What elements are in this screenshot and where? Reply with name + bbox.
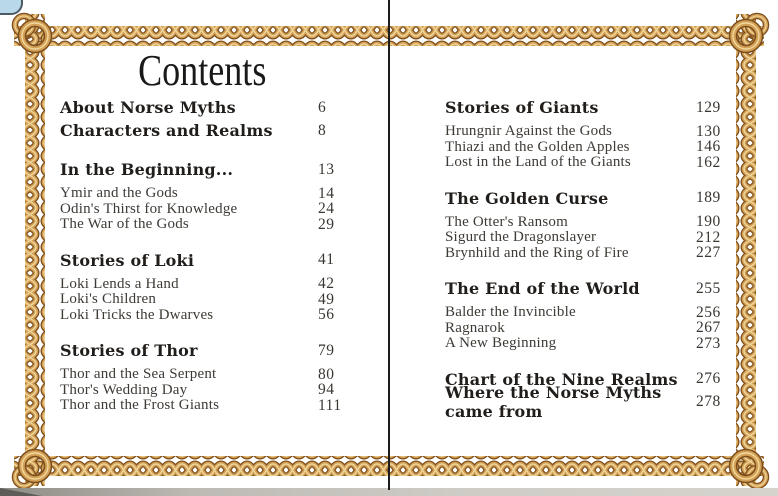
toc-page-number: 255 [696,279,721,297]
toc-row [60,277,350,293]
toc-entry-label: Loki's Children [60,291,157,308]
toc-entry-label: Thor and the Frost Giants [60,397,220,414]
toc-row [60,119,350,142]
toc-entry-label: Ymir and the Gods [60,185,178,202]
toc-entry-label: About Norse Myths [60,98,236,117]
toc-page-number: 190 [696,213,721,231]
toc-row [445,246,735,262]
toc-row [60,202,350,218]
toc-entry-label: Where the Norse Myths came from [445,383,662,421]
toc-page-number: 227 [696,244,721,262]
toc-entry-label: In the Beginning... [60,160,234,179]
toc-row [60,383,350,399]
toc-page-number: 80 [318,365,335,383]
toc-entry-label: The Otter's Ransom [445,213,568,230]
toc-entry-label: Stories of Loki [60,250,195,270]
toc-entry-label: Lost in the Land of the Giants [445,154,631,171]
toc-row [445,321,735,337]
toc-entry-label: Balder the Invincible [445,304,576,321]
toc-row [445,96,735,119]
toc-page-number: 41 [318,251,335,268]
toc-page-number: 56 [318,306,335,324]
toc-page-number: 79 [318,341,335,359]
toc-row [60,158,350,181]
toc-entry-label: Brynhild and the Ring of Fire [445,244,629,261]
right-page [389,0,778,496]
toc-entry-label: Ragnarok [445,319,505,336]
toc-row [60,308,350,324]
toc-entry-label: A New Beginning [445,335,557,352]
toc-row [60,292,350,308]
toc-entry-label: Thor's Wedding Day [60,381,188,398]
toc-page-number: 130 [696,122,721,140]
toc-row [60,217,350,233]
toc-row [445,277,735,300]
toc-row [445,305,735,321]
contents-title [60,46,345,95]
toc-entry-label: Loki Tricks the Dwarves [60,306,214,323]
toc-page-number: 162 [696,153,721,171]
toc-row [445,230,735,246]
toc-row [60,249,350,272]
toc-page-number: 212 [696,228,721,246]
toc-entry-label: Hrungnir Against the Gods [445,123,613,140]
toc-page-number: 189 [696,189,721,206]
toc-page-number: 256 [696,303,721,321]
toc-row [60,339,350,362]
toc-row [445,124,735,140]
toc-row [60,96,350,119]
right-toc-list [445,96,735,421]
toc-entry-label: Sigurd the Dragonslayer [445,229,597,246]
toc-row [445,155,735,171]
toc-entry-label: The Golden Curse [445,188,609,208]
toc-entry-label: Thiazi and the Golden Apples [445,138,630,155]
toc-row [445,383,735,421]
toc-entry-label: Chart of the Nine Realms [445,369,678,389]
toc-page-number: 111 [318,396,342,414]
toc-page-number: 42 [318,275,335,293]
toc-page-number: 24 [318,200,335,218]
toc-entry-label: Thor and the Sea Serpent [60,366,217,383]
toc-page-number: 14 [318,184,335,202]
toc-row [60,398,350,414]
toc-page-number: 273 [696,334,721,352]
toc-entry-label: The War of the Gods [60,216,189,233]
toc-row [60,367,350,383]
toc-entry-label: Stories of Thor [60,341,198,360]
toc-entry-label: Odin's Thirst for Knowledge [60,200,238,217]
toc-row [445,336,735,352]
toc-page-number: 94 [318,381,335,399]
toc-page-number: 49 [318,290,335,308]
toc-page-number: 146 [696,138,721,156]
toc-row [445,215,735,231]
toc-page-number: 129 [696,98,721,116]
toc-page-number: 29 [318,215,335,233]
toc-entry-label: Characters and Realms [60,121,273,140]
toc-entry-label: Loki Lends a Hand [60,275,179,292]
toc-page-number: 8 [318,121,327,139]
spine-line [388,0,390,490]
toc-row [445,140,735,156]
toc-row [445,187,735,210]
left-toc-list [60,96,350,414]
toc-entry-label: The End of the World [445,279,640,298]
toc-page-number: 13 [318,160,335,178]
toc-row [60,186,350,202]
contents-title-text: Contents [138,46,267,95]
toc-page-number: 276 [696,370,721,387]
toc-page-number: 267 [696,319,721,337]
toc-entry-label: Stories of Giants [445,98,599,117]
toc-page-number: 6 [318,98,327,116]
toc-page-number: 278 [696,393,721,410]
